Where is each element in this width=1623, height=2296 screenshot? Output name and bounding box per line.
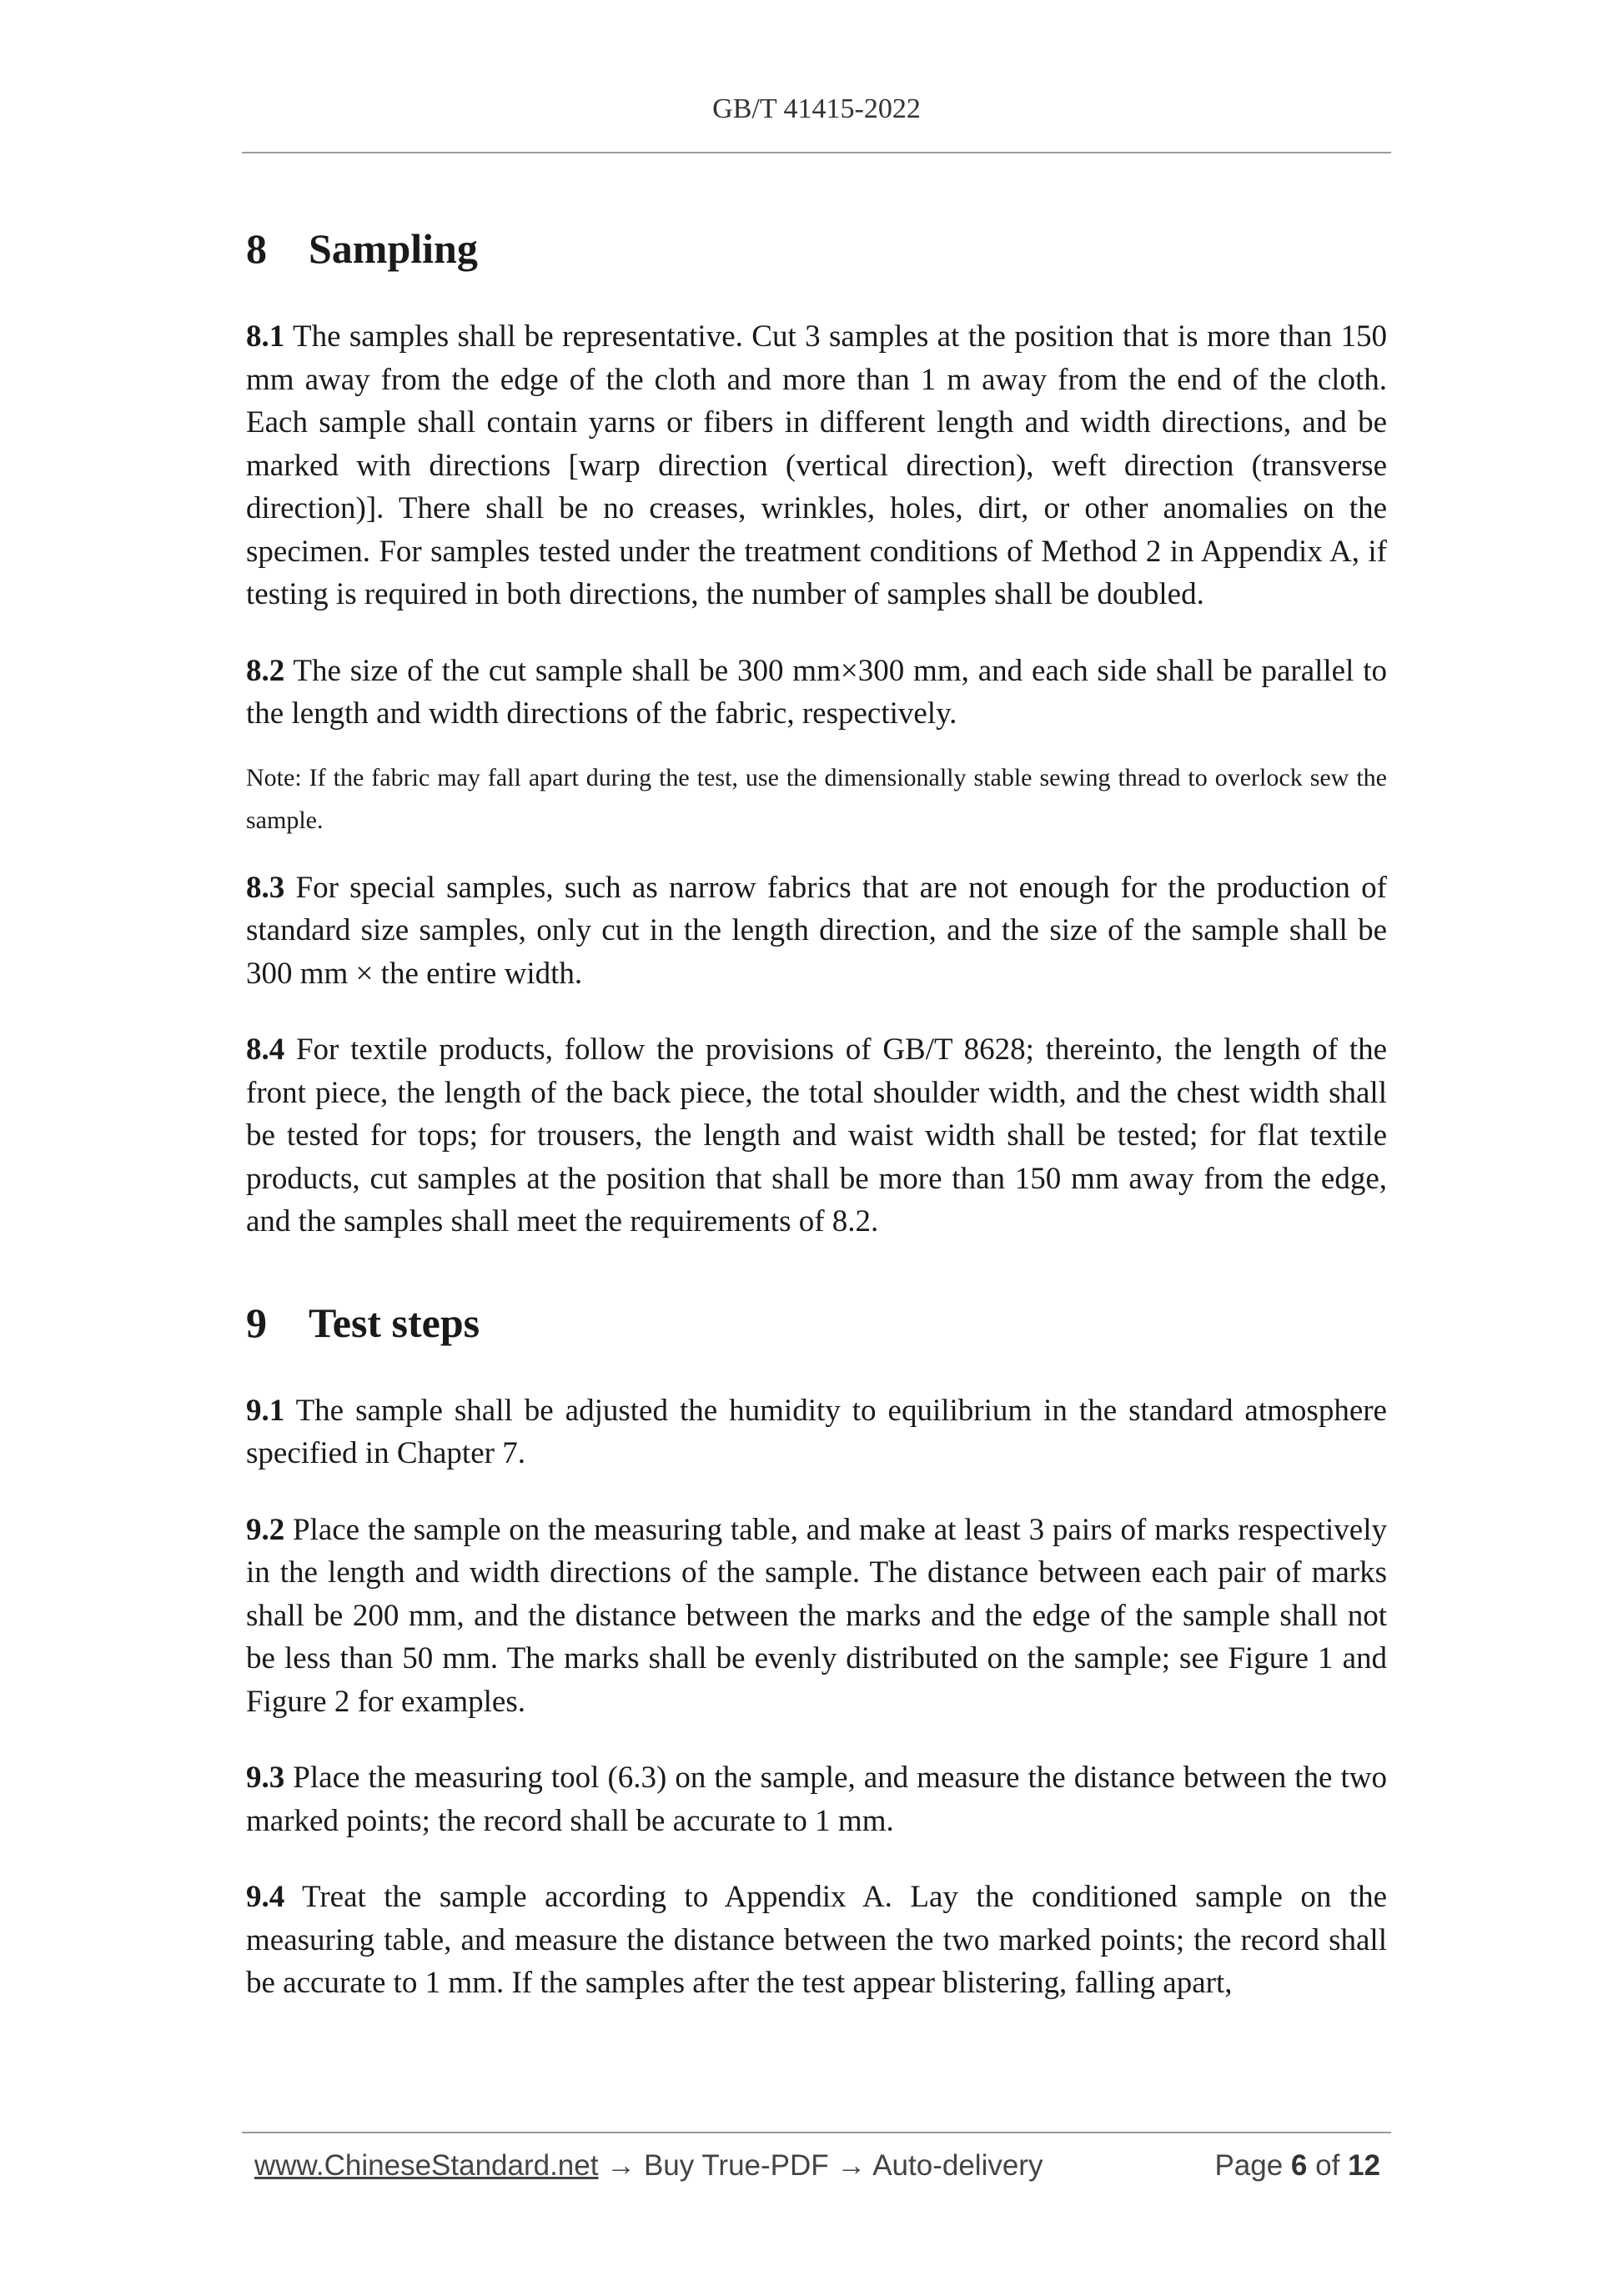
buy-text: Buy True-PDF bbox=[643, 2149, 829, 2182]
clause-text: Place the measuring tool (6.3) on the sample, and measure the distance between the two marked points; the record shall be accurate to 1 mm. bbox=[246, 1761, 1388, 1838]
clause-number: 8.4 bbox=[246, 1032, 285, 1067]
clause-number: 9.4 bbox=[246, 1880, 285, 1914]
clause-number: 9.1 bbox=[246, 1393, 285, 1428]
clause-text: Treat the sample according to Appendix A. Lay the conditioned sample on the measuring table, and measure the distance between the two marked points; the record shall be accurate to 1 mm. If the samples after the test appear blistering, falling apart, bbox=[246, 1880, 1387, 2000]
clause-text: The size of the cut sample shall be 300 mm×300 mm, and each side shall be parallel to the length and width directions of the fabric, respectively. bbox=[246, 653, 1387, 731]
page-label: Page bbox=[1214, 2149, 1284, 2182]
clause-number: 9.3 bbox=[246, 1761, 285, 1795]
standard-code: GB/T 41415-2022 bbox=[712, 93, 921, 124]
clause-number: 8.2 bbox=[246, 653, 285, 688]
section-heading-9 bbox=[246, 1289, 1387, 1356]
section-number: 9 bbox=[246, 1299, 267, 1346]
page-of: of bbox=[1315, 2149, 1340, 2182]
section-title: Sampling bbox=[309, 225, 478, 272]
document-body bbox=[246, 215, 1387, 2005]
clause-9-2 bbox=[246, 1509, 1387, 1724]
clause-8-4 bbox=[246, 1028, 1387, 1243]
clause-9-4 bbox=[246, 1876, 1387, 2005]
delivery-text: Auto-delivery bbox=[872, 2149, 1043, 2182]
arrow-icon: → bbox=[606, 2149, 636, 2182]
clause-9-1 bbox=[246, 1389, 1387, 1475]
clause-8-1 bbox=[246, 315, 1387, 616]
clause-number: 8.1 bbox=[246, 319, 285, 354]
clause-number: 8.3 bbox=[246, 870, 285, 905]
page-total: 12 bbox=[1348, 2149, 1380, 2182]
clause-number: 9.2 bbox=[246, 1512, 285, 1547]
footer-left bbox=[254, 2149, 1043, 2183]
arrow-icon: → bbox=[837, 2149, 867, 2182]
clause-text: The sample shall be adjusted the humidity to equilibrium in the standard atmosphere specified in Chapter 7. bbox=[246, 1393, 1387, 1470]
note-text: Note: If the fabric may fall apart during the test, use the dimensionally stable sewing thread to overlock sew the sample. bbox=[246, 763, 1387, 834]
clause-8-2 bbox=[246, 650, 1387, 736]
section-heading-8 bbox=[246, 215, 1387, 282]
section-number: 8 bbox=[246, 225, 267, 272]
site-link[interactable]: www.ChineseStandard.net bbox=[254, 2149, 599, 2182]
section-title: Test steps bbox=[309, 1299, 480, 1346]
clause-9-3 bbox=[246, 1756, 1387, 1842]
page-header bbox=[242, 93, 1391, 125]
page-footer bbox=[254, 2149, 1380, 2183]
page-current: 6 bbox=[1290, 2149, 1308, 2182]
clause-text: The samples shall be representative. Cut 3 samples at the position that is more than 150 mm away from the edge of the cloth and more than 1 m away from the end of the cloth. Each sample shall contain yarns or fibers in different length and width directions, and be marked with directions [warp direction (vertical direction), weft direction (transverse direction)]. There shall be no creases, wrinkles, holes, dirt, or other anomalies on the specimen. For samples tested under the treatment conditions of Method 2 in Appendix A, if testing is required in both directions, the number of samples shall be doubled. bbox=[246, 319, 1387, 611]
clause-8-3 bbox=[246, 867, 1387, 996]
clause-text: Place the sample on the measuring table, and make at least 3 pairs of marks respectively in the length and width directions of the sample. The distance between each pair of marks shall be 200 mm, and the distance between the marks and the edge of the sample shall not be less than 50 mm. The marks shall be evenly distributed on the sample; see Figure 1 and Figure 2 for examples. bbox=[246, 1512, 1388, 1719]
note-8-2 bbox=[246, 756, 1387, 842]
page-indicator bbox=[1214, 2149, 1380, 2183]
clause-text: For textile products, follow the provisions of GB/T 8628; thereinto, the length of the front piece, the length of the back piece, the total shoulder width, and the chest width shall be tested for tops; for trousers, the length and waist width shall be tested; for flat textile products, cut samples at the position that shall be more than 150 mm away from the edge, and the samples shall meet the requirements of 8.2. bbox=[246, 1032, 1387, 1238]
footer-divider bbox=[242, 2132, 1391, 2133]
clause-text: For special samples, such as narrow fabrics that are not enough for the production of standard size samples, only cut in the length direction, and the size of the sample shall be 300 mm × the entire width. bbox=[246, 870, 1387, 991]
header-divider bbox=[242, 152, 1391, 153]
